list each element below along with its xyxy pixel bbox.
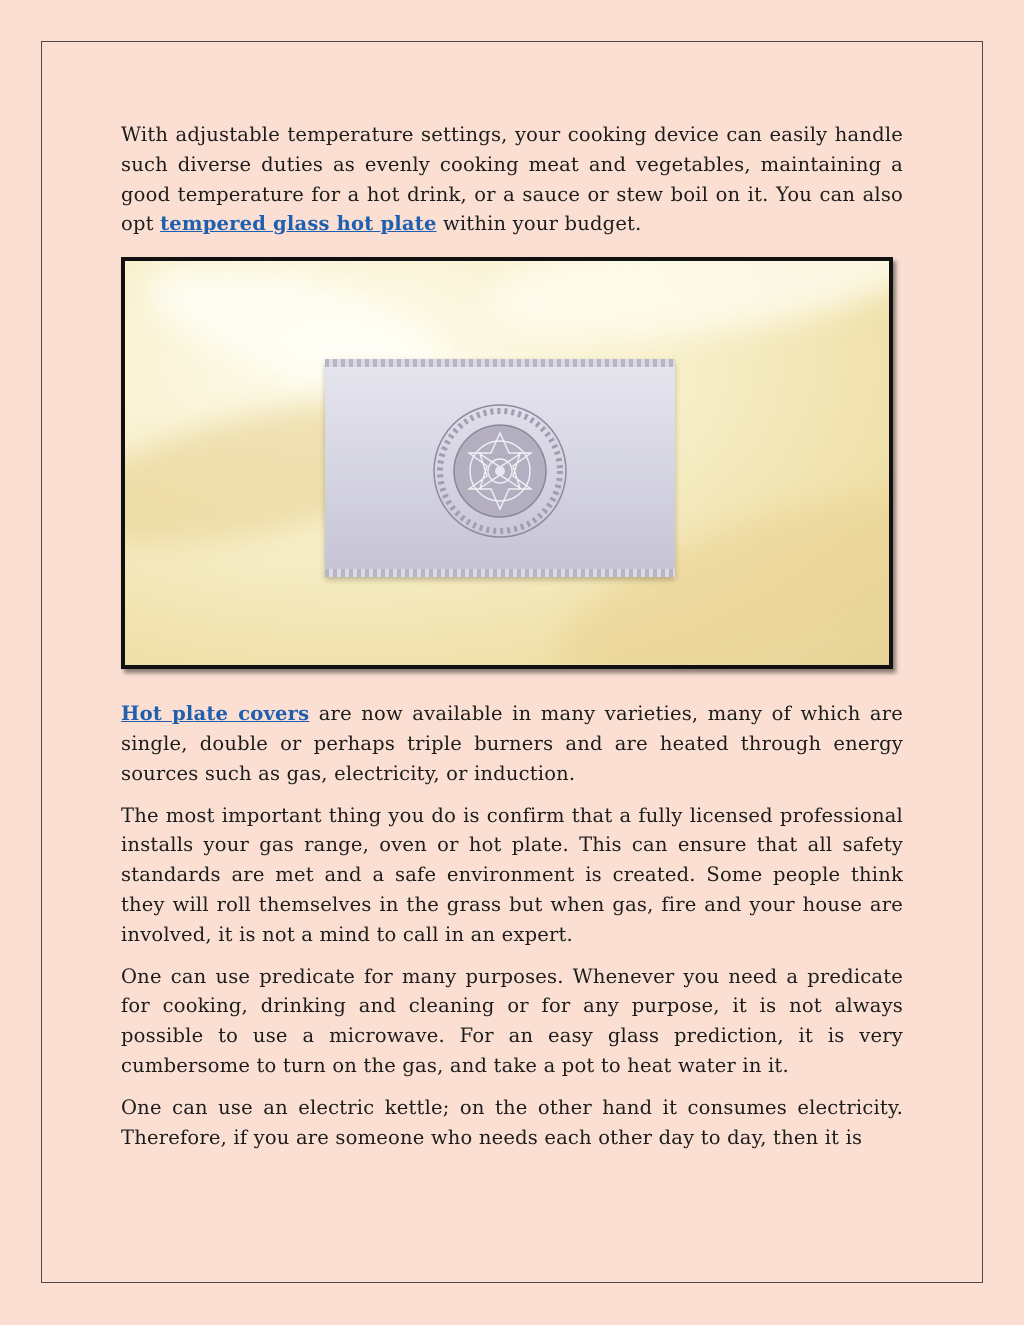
cover-trim-top	[325, 359, 675, 367]
paragraph-1-tail: within your budget.	[436, 212, 642, 236]
embroidered-medallion-icon	[430, 401, 570, 541]
paragraph-1	[121, 120, 903, 239]
hot-plate-cover-image	[121, 257, 893, 669]
paragraph-3: The most important thing you do is confirm that a fully licensed professional installs your gas range, oven or hot plate. This can ensure that all safety standards are met and a safe environment is created. Some people think they will roll themselves in the grass but when gas, fire and your house are involved, it is not a mind to call in an expert.	[121, 803, 903, 946]
paragraph-2	[121, 699, 903, 788]
fabric-highlight	[480, 257, 893, 362]
tempered-glass-hot-plate-link[interactable]: tempered glass hot plate	[160, 212, 437, 236]
paragraph-1-text: With adjustable temperature settings, your cooking device can easily handle such diverse duties as evenly cooking meat and vegetables, maintaining a good temperature for a hot drink, or a sauce or stew boil on it. You can also opt	[121, 123, 903, 236]
plate-cover	[325, 359, 675, 577]
paragraph-2-text: are now available in many varieties, many of which are single, double or perhaps triple burners and are heated through energy sources such as gas, electricity, or induction.	[121, 702, 903, 785]
paragraph-5: One can use an electric kettle; on the other hand it consumes electricity. Therefore, if you are someone who needs each other day to day, then it is	[121, 1095, 903, 1149]
hot-plate-covers-link[interactable]: Hot plate covers	[121, 702, 310, 726]
document-body	[121, 120, 903, 1164]
paragraph-4: One can use predicate for many purposes. Whenever you need a predicate for cooking, drinking and cleaning or for any purpose, it is not always possible to use a microwave. For an easy glass prediction, it is very cumbersome to turn on the gas, and take a pot to heat water in it.	[121, 964, 903, 1077]
cover-trim-bottom	[325, 569, 675, 577]
